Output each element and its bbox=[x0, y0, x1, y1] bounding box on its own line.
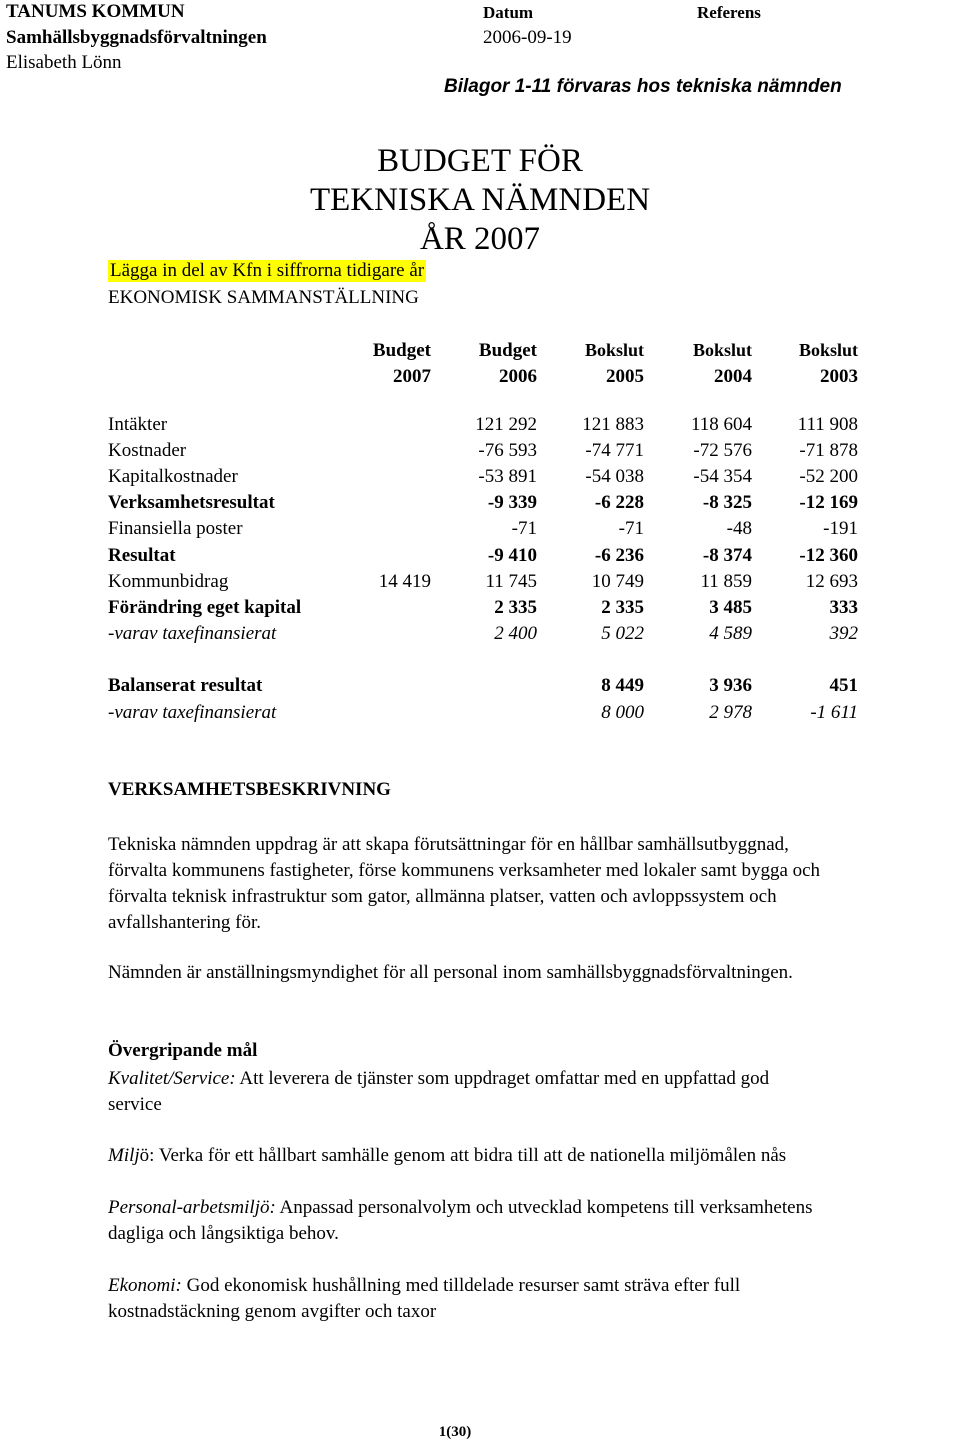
table-cell: 2 400 bbox=[494, 622, 537, 644]
table-cell: -191 bbox=[823, 518, 858, 540]
row-label: Verksamhetsresultat bbox=[108, 492, 275, 514]
table-cell: 3 936 bbox=[709, 675, 752, 696]
table-cell: -54 038 bbox=[585, 466, 644, 488]
goal-label: Ekonomi: bbox=[108, 1275, 182, 1296]
column-header: Budget bbox=[372, 340, 431, 361]
date-label: Datum bbox=[483, 3, 534, 22]
table-cell: -6 228 bbox=[594, 492, 644, 514]
description-paragraph bbox=[108, 832, 958, 936]
row-label: -varav taxefinansierat bbox=[108, 622, 277, 644]
table-cell: -12 169 bbox=[799, 492, 858, 514]
goal-text: Att leverera de tjänster som uppdraget omfattar med en uppfattad god bbox=[235, 1068, 770, 1089]
column-header: 2007 bbox=[393, 366, 431, 387]
row-label: Finansiella poster bbox=[108, 518, 243, 540]
department-name: Samhällsbyggnadsförvaltningen bbox=[6, 27, 267, 48]
table-cell: 11 859 bbox=[700, 570, 752, 592]
goal-text: kostnadstäckning genom avgifter och taxor bbox=[108, 1301, 437, 1322]
table-cell: 392 bbox=[829, 622, 858, 644]
table-cell: 2 335 bbox=[494, 596, 537, 618]
column-header: 2003 bbox=[820, 366, 858, 387]
column-header: Budget bbox=[478, 340, 537, 361]
description-line: förvalta kommunens fastigheter, förse kommunens verksamheter med lokaler samt bygga och bbox=[108, 860, 821, 881]
goal-label: Milj bbox=[108, 1145, 140, 1166]
description-heading: VERKSAMHETSBESKRIVNING bbox=[108, 779, 391, 800]
column-header: 2006 bbox=[499, 366, 537, 387]
table-cell: 2 978 bbox=[709, 701, 752, 723]
table-cell: 121 292 bbox=[475, 414, 537, 435]
table-cell: -76 593 bbox=[478, 440, 537, 462]
table-cell: -53 891 bbox=[478, 466, 537, 488]
table-cell: -48 bbox=[726, 518, 752, 540]
goal-economy bbox=[108, 1273, 958, 1325]
attachments-note: Bilagor 1-11 förvaras hos tekniska nämnden bbox=[444, 76, 842, 97]
table-cell: -72 576 bbox=[693, 440, 752, 462]
table-cell: -52 200 bbox=[799, 466, 858, 488]
table-cell: -1 611 bbox=[810, 701, 858, 723]
row-label: Förändring eget kapital bbox=[108, 596, 302, 618]
author-name: Elisabeth Lönn bbox=[6, 52, 122, 73]
title-line-2: TEKNISKA NÄMNDEN bbox=[309, 182, 651, 218]
table-cell: 10 749 bbox=[591, 570, 644, 592]
row-label: Kapitalkostnader bbox=[108, 466, 238, 488]
description-line: avfallshantering för. bbox=[108, 912, 262, 933]
table-cell: 2 335 bbox=[601, 596, 644, 618]
goal-text: service bbox=[108, 1094, 162, 1115]
goal-quality bbox=[108, 1066, 958, 1118]
column-header: 2005 bbox=[606, 366, 644, 387]
row-label: Kommunbidrag bbox=[108, 570, 229, 592]
column-header: Bokslut bbox=[692, 340, 752, 360]
table-cell: -8 325 bbox=[702, 492, 752, 514]
table-cell: -9 339 bbox=[487, 492, 537, 514]
table-cell: -71 bbox=[511, 518, 537, 540]
table-cell: -74 771 bbox=[585, 440, 644, 462]
goal-label: Kvalitet/Service: bbox=[108, 1068, 236, 1089]
page-number: 1(30) bbox=[438, 1424, 472, 1440]
table-cell: 451 bbox=[829, 675, 858, 696]
table-cell: -8 374 bbox=[702, 544, 752, 566]
goals-heading: Övergripande mål bbox=[108, 1040, 258, 1061]
table-cell: 3 485 bbox=[709, 596, 752, 618]
goal-environment bbox=[108, 1143, 958, 1169]
table-cell: -54 354 bbox=[693, 466, 752, 488]
table-cell: -71 bbox=[618, 518, 644, 540]
date-value: 2006-09-19 bbox=[483, 27, 572, 48]
description-line: Tekniska nämnden uppdrag är att skapa förutsättningar för en hållbar samhällsutbyggnad, bbox=[108, 834, 789, 855]
table-cell: 8 449 bbox=[601, 675, 644, 696]
org-name: TANUMS KOMMUN bbox=[6, 1, 185, 22]
table-cell: 12 693 bbox=[805, 570, 858, 592]
table-cell: 11 745 bbox=[485, 570, 537, 592]
column-header: 2004 bbox=[714, 366, 752, 387]
table-cell: -71 878 bbox=[799, 440, 858, 462]
row-label: Balanserat resultat bbox=[108, 675, 263, 696]
highlighted-note: Lägga in del av Kfn i siffrorna tidigare år bbox=[110, 260, 425, 281]
goal-text: dagliga och långsiktiga behov. bbox=[108, 1223, 339, 1244]
row-label: Intäkter bbox=[108, 414, 168, 435]
row-label: -varav taxefinansierat bbox=[108, 701, 277, 723]
reference-label: Referens bbox=[697, 3, 761, 22]
table-cell: -12 360 bbox=[799, 544, 858, 566]
title-line-1: BUDGET FÖR bbox=[377, 143, 583, 179]
table-cell: 14 419 bbox=[378, 570, 431, 592]
employer-paragraph: Nämnden är anställningsmyndighet för all personal inom samhällsbyggnadsförvaltningen. bbox=[108, 962, 793, 983]
goal-label: Personal-arbetsmiljö: bbox=[108, 1197, 276, 1218]
row-label: Kostnader bbox=[108, 440, 187, 462]
table-cell: 8 000 bbox=[601, 701, 644, 723]
goal-text: Anpassad personalvolym och utvecklad kompetens till verksamhetens bbox=[275, 1197, 813, 1218]
table-cell: 111 908 bbox=[797, 414, 858, 435]
table-cell: 333 bbox=[829, 596, 858, 618]
table-cell: 5 022 bbox=[601, 622, 644, 644]
description-line: förvalta teknisk infrastruktur som gator, allmänna platser, vatten och avloppssystem och bbox=[108, 886, 777, 907]
goal-text: ö: Verka för ett hållbart samhälle genom att bidra till att de nationella miljömålen nås bbox=[139, 1145, 787, 1166]
goal-personnel bbox=[108, 1195, 958, 1247]
table-cell: 4 589 bbox=[709, 622, 752, 644]
table-cell: 121 883 bbox=[582, 414, 644, 435]
column-header: Bokslut bbox=[584, 340, 644, 360]
title-line-3: ÅR 2007 bbox=[419, 221, 541, 257]
row-label: Resultat bbox=[108, 544, 176, 566]
section-title: EKONOMISK SAMMANSTÄLLNING bbox=[108, 287, 419, 308]
table-cell: -6 236 bbox=[594, 544, 644, 566]
table-cell: 118 604 bbox=[690, 414, 752, 435]
table-cell: -9 410 bbox=[487, 544, 537, 566]
column-header: Bokslut bbox=[798, 340, 858, 360]
goal-text: God ekonomisk hushållning med tilldelade resurser samt sträva efter full bbox=[181, 1275, 741, 1296]
